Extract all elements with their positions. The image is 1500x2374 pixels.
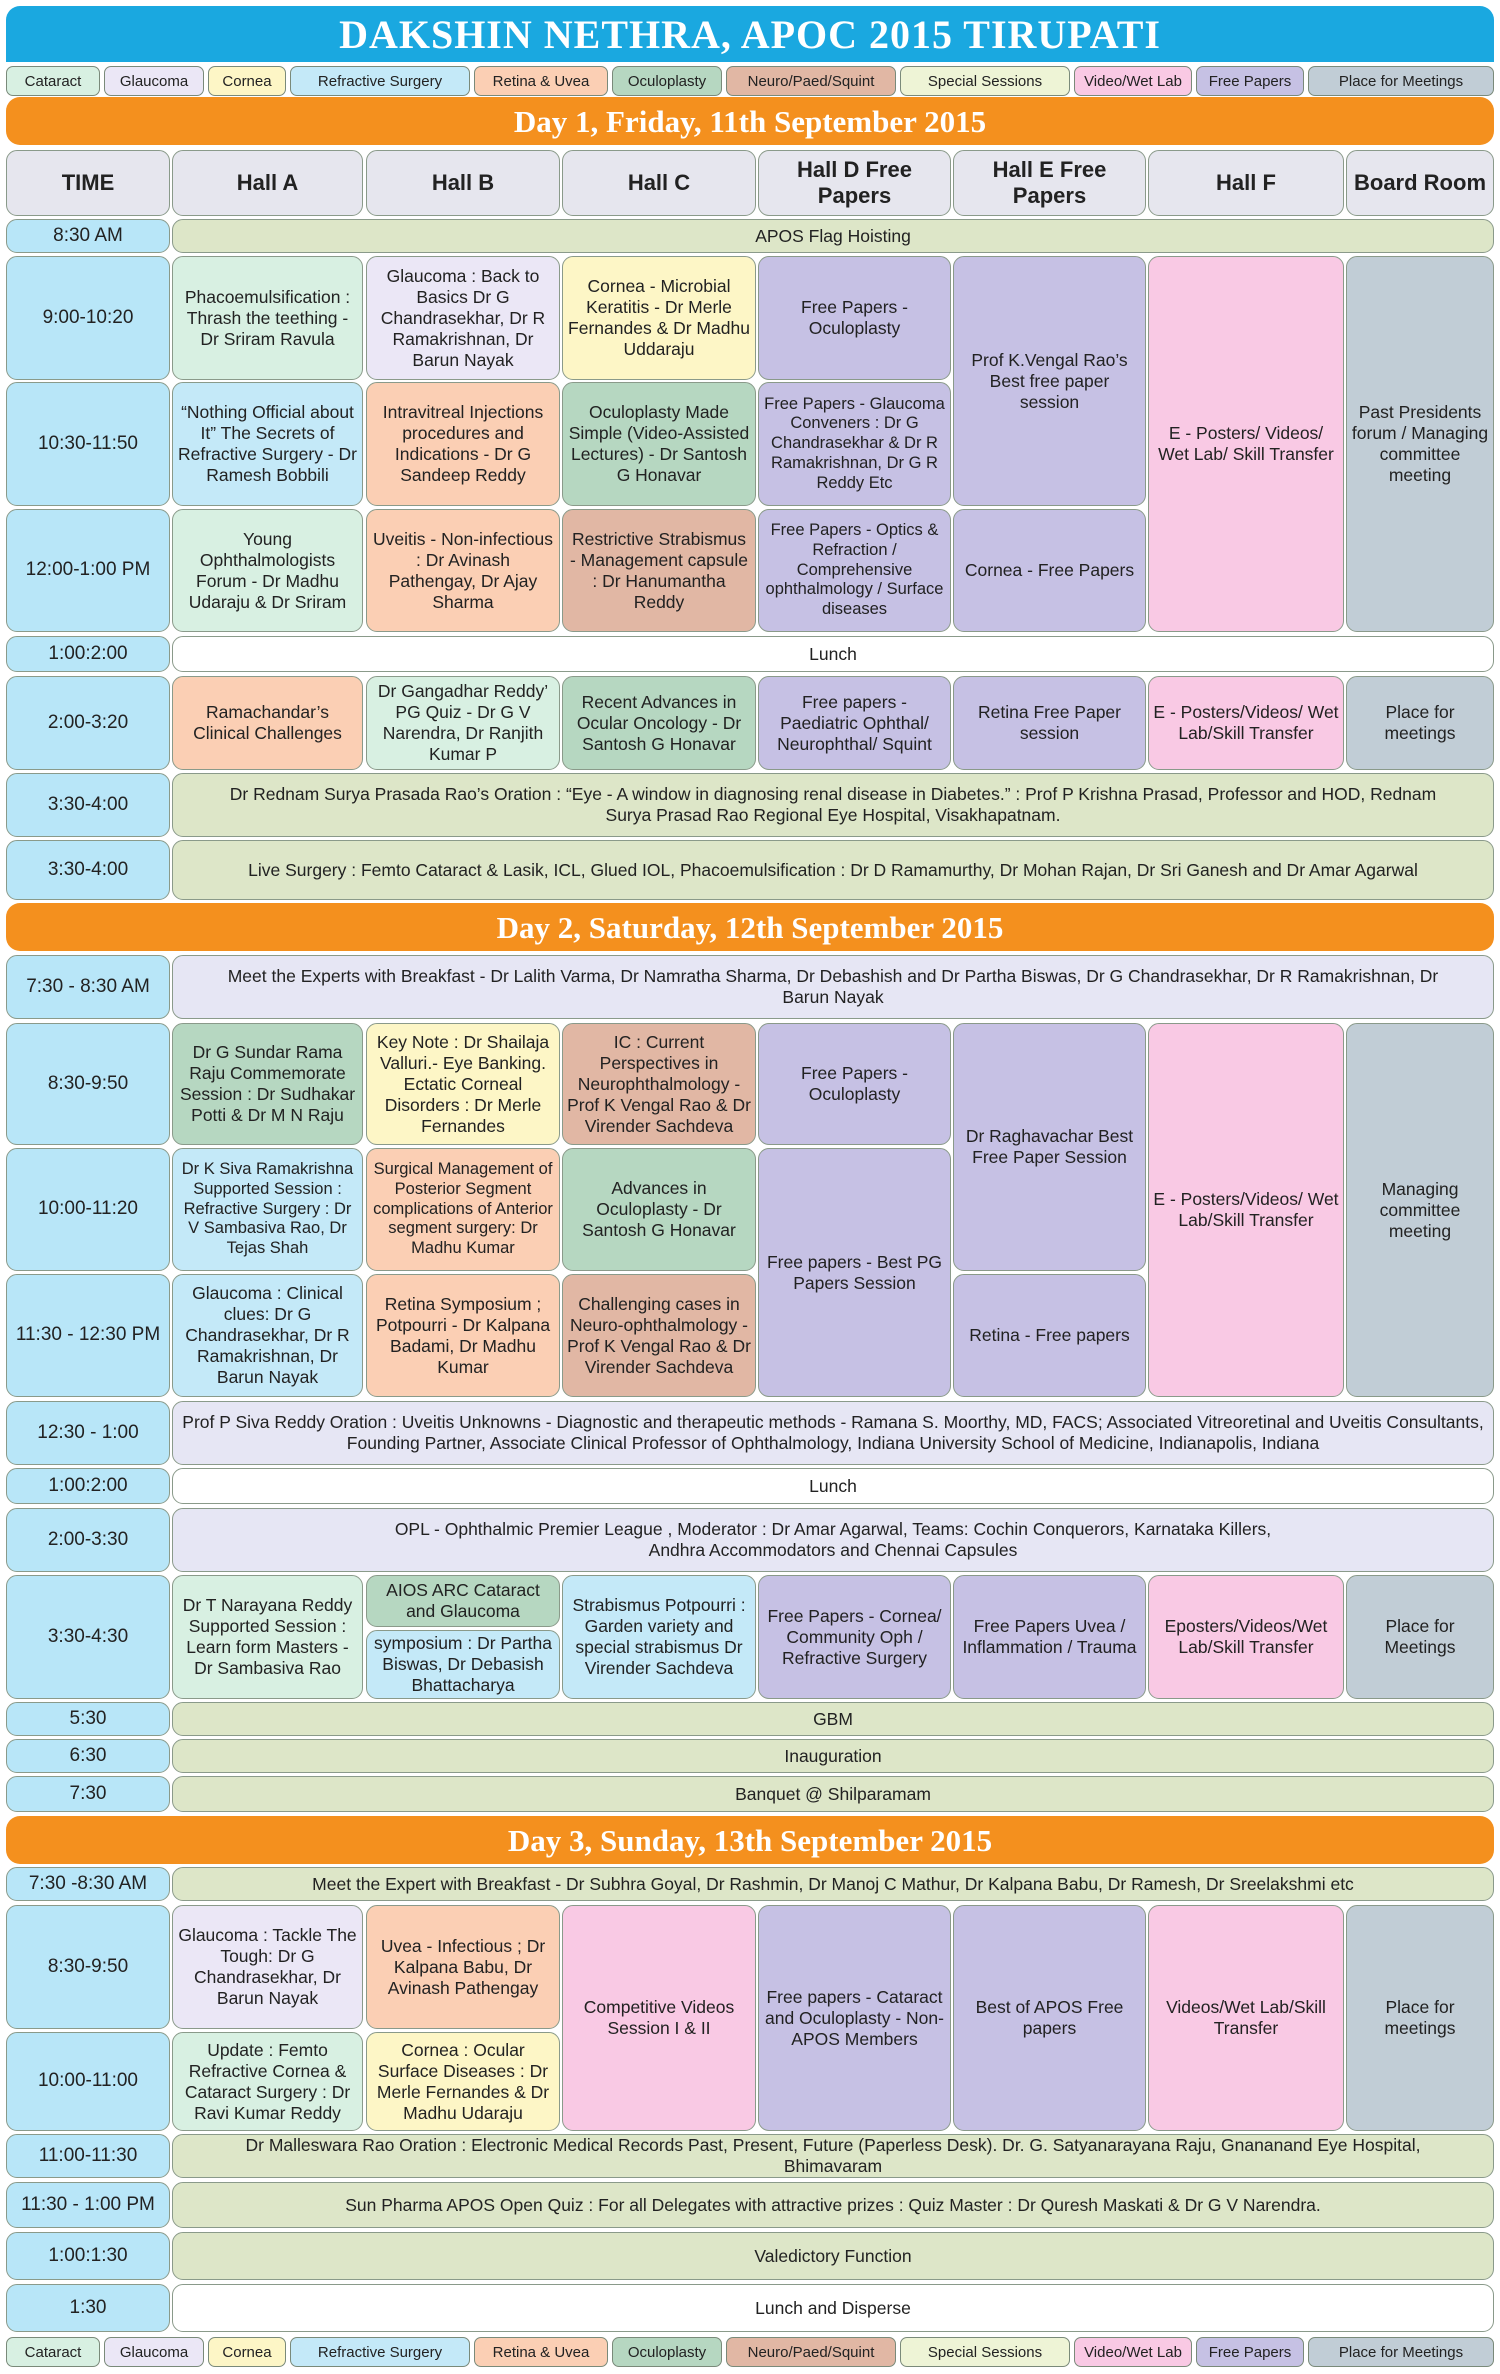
session-card: Intravitreal Injections procedures and Indications - Dr G Sandeep Reddy <box>366 382 560 506</box>
session-card: Glaucoma : Tackle The Tough: Dr G Chandrasekhar, Dr Barun Nayak <box>172 1905 363 2029</box>
session-card: E - Posters/ Videos/ Wet Lab/ Skill Transfer <box>1148 256 1344 632</box>
day1-heading: Day 1, Friday, 11th September 2015 <box>6 97 1494 145</box>
session-card: Uvea - Infectious ; Dr Kalpana Babu, Dr Avinash Pathengay <box>366 1905 560 2029</box>
session-card: Retina - Free papers <box>953 1274 1146 1397</box>
time-slot: 8:30-9:50 <box>6 1023 170 1145</box>
session-card: Restrictive Strabismus - Management capsule : Dr Hanumantha Reddy <box>562 509 756 632</box>
session-card: Cornea - Microbial Keratitis - Dr Merle Fernandes & Dr Madhu Uddaraju <box>562 256 756 380</box>
legend-top <box>6 65 1494 97</box>
time-slot: 10:00-11:20 <box>6 1148 170 1271</box>
session-card: Place for meetings <box>1346 1905 1494 2131</box>
session-card: Surgical Management of Posterior Segment complications of Anterior segment surgery: Dr Madhu Kumar <box>366 1148 560 1271</box>
session-card: Free Papers - Optics & Refraction / Comprehensive ophthalmology / Surface diseases <box>758 509 951 632</box>
legend-neuro-paed-squint: Neuro/Paed/Squint <box>726 2337 896 2367</box>
session-card: Ramachandar’s Clinical Challenges <box>172 676 363 770</box>
time-slot: 10:30-11:50 <box>6 382 170 506</box>
time-slot: 5:30 <box>6 1702 170 1736</box>
time-slot: 10:00-11:00 <box>6 2032 170 2131</box>
day2-heading: Day 2, Saturday, 12th September 2015 <box>6 903 1494 951</box>
session-card: Retina Symposium ; Potpourri - Dr Kalpana Badami, Dr Madhu Kumar <box>366 1274 560 1397</box>
session-card: Free papers - Cataract and Oculoplasty - Non-APOS Members <box>758 1905 951 2131</box>
session-card: Managing committee meeting <box>1346 1023 1494 1397</box>
session-card: Recent Advances in Ocular Oncology - Dr Santosh G Honavar <box>562 676 756 770</box>
time-slot: 11:00-11:30 <box>6 2134 170 2178</box>
oration: Prof P Siva Reddy Oration : Uveitis Unknowns - Diagnostic and therapeutic methods - Ramana S. Moorthy, MD, FACS; Associated Vitreoretinal and Uveitis Consultants, Founding Partner, Associate Clinical Professor of Ophthalmology, Indiana University School of Medicine, Indianapolis, Indiana <box>172 1401 1494 1465</box>
meet-the-expert: Meet the Expert with Breakfast - Dr Subhra Goyal, Dr Rashmin, Dr Manoj C Mathur, Dr Kalpana Babu, Dr Ramesh, Dr Sreelakshmi etc <box>172 1867 1494 1901</box>
legend-free-papers: Free Papers <box>1196 66 1304 96</box>
legend-refractive-surgery: Refractive Surgery <box>290 2337 470 2367</box>
oration: Dr Rednam Surya Prasada Rao’s Oration : “Eye - A window in diagnosing renal disease in Diabetes.” : Prof P Krishna Prasad, Professor and HOD, Rednam Surya Prasad Rao Regional Eye Hospital, Visakhapatnam. <box>172 773 1494 837</box>
legend-special-sessions: Special Sessions <box>900 2337 1070 2367</box>
session-card: symposium : Dr Partha Biswas, Dr Debasish Bhattacharya <box>366 1630 560 1699</box>
header-board-room: Board Room <box>1346 150 1494 216</box>
time-slot: 1:00:2:00 <box>6 1468 170 1504</box>
time-slot: 11:30 - 12:30 PM <box>6 1274 170 1397</box>
legend-oculoplasty: Oculoplasty <box>612 2337 722 2367</box>
open-quiz: Sun Pharma APOS Open Quiz : For all Delegates with attractive prizes : Quiz Master : Dr Quresh Maskati & Dr G V Narendra. <box>172 2182 1494 2228</box>
session-card: Retina Free Paper session <box>953 676 1146 770</box>
legend-refractive-surgery: Refractive Surgery <box>290 66 470 96</box>
session-card: Dr K Siva Ramakrishna Supported Session : Refractive Surgery : Dr V Sambasiva Rao, Dr Tejas Shah <box>172 1148 363 1271</box>
banquet: Banquet @ Shilparamam <box>172 1776 1494 1812</box>
lunch-break: Lunch <box>172 636 1494 672</box>
time-slot: 9:00-10:20 <box>6 256 170 380</box>
valedictory: Valedictory Function <box>172 2232 1494 2280</box>
session-card: Dr Gangadhar Reddy’ PG Quiz - Dr G V Narendra, Dr Ranjith Kumar P <box>366 676 560 770</box>
time-slot: 7:30 - 8:30 AM <box>6 955 170 1019</box>
legend-neuro-paed-squint: Neuro/Paed/Squint <box>726 66 896 96</box>
session-card: “Nothing Official about It” The Secrets of Refractive Surgery - Dr Ramesh Bobbili <box>172 382 363 506</box>
time-slot: 8:30 AM <box>6 219 170 253</box>
legend-free-papers: Free Papers <box>1196 2337 1304 2367</box>
legend-place-for-meetings: Place for Meetings <box>1308 2337 1494 2367</box>
legend-cataract: Cataract <box>6 2337 100 2367</box>
header-hall-b: Hall B <box>366 150 560 216</box>
page-title: DAKSHIN NETHRA, APOC 2015 TIRUPATI <box>6 6 1494 62</box>
session-card: Advances in Oculoplasty - Dr Santosh G Honavar <box>562 1148 756 1271</box>
session-card: Free papers - Best PG Papers Session <box>758 1148 951 1397</box>
session-card: Free papers - Paediatric Ophthal/ Neurophthal/ Squint <box>758 676 951 770</box>
session-card: Free Papers - Cornea/ Community Oph / Refractive Surgery <box>758 1575 951 1699</box>
time-slot: 2:00-3:20 <box>6 676 170 770</box>
session-card: Free Papers - Glaucoma Conveners : Dr G Chandrasekhar & Dr R Ramakrishnan, Dr G R Reddy Etc <box>758 382 951 506</box>
session-card: Strabismus Potpourri : Garden variety and special strabismus Dr Virender Sachdeva <box>562 1575 756 1699</box>
time-slot: 11:30 - 1:00 PM <box>6 2182 170 2228</box>
gbm: GBM <box>172 1702 1494 1736</box>
time-slot: 8:30-9:50 <box>6 1905 170 2029</box>
session-card: Prof K.Vengal Rao’s Best free paper session <box>953 256 1146 506</box>
session-card: Past Presidents forum / Managing committee meeting <box>1346 256 1494 632</box>
time-slot: 3:30-4:30 <box>6 1575 170 1699</box>
legend-retina-uvea: Retina & Uvea <box>474 66 608 96</box>
lunch-disperse: Lunch and Disperse <box>172 2284 1494 2332</box>
live-surgery: Live Surgery : Femto Cataract & Lasik, ICL, Glued IOL, Phacoemulsification : Dr D Ramamurthy, Dr Mohan Rajan, Dr Sri Ganesh and Dr Amar Agarwal <box>172 840 1494 900</box>
session-card: Glaucoma : Back to Basics Dr G Chandrasekhar, Dr R Ramakrishnan, Dr Barun Nayak <box>366 256 560 380</box>
session-card: Key Note : Dr Shailaja Valluri.- Eye Banking. Ectatic Corneal Disorders : Dr Merle Fernandes <box>366 1023 560 1145</box>
session-card: Best of APOS Free papers <box>953 1905 1146 2131</box>
legend-video-wet-lab: Video/Wet Lab <box>1074 66 1192 96</box>
legend-cataract: Cataract <box>6 66 100 96</box>
legend-cornea: Cornea <box>208 66 286 96</box>
header-hall-f: Hall F <box>1148 150 1344 216</box>
session-card: Glaucoma : Clinical clues: Dr G Chandrasekhar, Dr R Ramakrishnan, Dr Barun Nayak <box>172 1274 363 1397</box>
session-card: Place for meetings <box>1346 676 1494 770</box>
session-card: Cornea - Free Papers <box>953 509 1146 632</box>
session-card: Phacoemulsification : Thrash the teething - Dr Sriram Ravula <box>172 256 363 380</box>
time-slot: 7:30 -8:30 AM <box>6 1867 170 1901</box>
header-hall-a: Hall A <box>172 150 363 216</box>
legend-bottom <box>6 2336 1494 2368</box>
session-card: Videos/Wet Lab/Skill Transfer <box>1148 1905 1344 2131</box>
session-card: E - Posters/Videos/ Wet Lab/Skill Transfer <box>1148 1023 1344 1397</box>
session-card: Free Papers - Oculoplasty <box>758 1023 951 1145</box>
legend-retina-uvea: Retina & Uvea <box>474 2337 608 2367</box>
time-slot: 1:00:1:30 <box>6 2232 170 2280</box>
time-slot: 1:30 <box>6 2284 170 2332</box>
session-card: Oculoplasty Made Simple (Video-Assisted Lectures) - Dr Santosh G Honavar <box>562 382 756 506</box>
header-hall-c: Hall C <box>562 150 756 216</box>
legend-oculoplasty: Oculoplasty <box>612 66 722 96</box>
session-card: Update : Femto Refractive Cornea & Cataract Surgery : Dr Ravi Kumar Reddy <box>172 2032 363 2131</box>
time-slot: 12:30 - 1:00 <box>6 1401 170 1465</box>
legend-cornea: Cornea <box>208 2337 286 2367</box>
inauguration: Inauguration <box>172 1739 1494 1773</box>
time-slot: 6:30 <box>6 1739 170 1773</box>
time-slot: 7:30 <box>6 1776 170 1812</box>
time-slot: 3:30-4:00 <box>6 773 170 837</box>
day3-heading: Day 3, Sunday, 13th September 2015 <box>6 1816 1494 1864</box>
session-card: Place for Meetings <box>1346 1575 1494 1699</box>
session-card: AIOS ARC Cataract and Glaucoma <box>366 1575 560 1627</box>
session-card: Uveitis - Non-infectious : Dr Avinash Pathengay, Dr Ajay Sharma <box>366 509 560 632</box>
session-card: Cornea : Ocular Surface Diseases : Dr Merle Fernandes & Dr Madhu Udaraju <box>366 2032 560 2131</box>
legend-glaucoma: Glaucoma <box>104 66 204 96</box>
session-card: Free Papers Uvea / Inflammation / Trauma <box>953 1575 1146 1699</box>
oration: Dr Malleswara Rao Oration : Electronic Medical Records Past, Present, Future (Paperless Desk). Dr. G. Satyanarayana Raju, Gnananand Eye Hospital, Bhimavaram <box>172 2134 1494 2178</box>
session-card: Challenging cases in Neuro-ophthalmology - Prof K Vengal Rao & Dr Virender Sachdeva <box>562 1274 756 1397</box>
legend-glaucoma: Glaucoma <box>104 2337 204 2367</box>
flag-hoisting: APOS Flag Hoisting <box>172 219 1494 253</box>
meet-the-experts: Meet the Experts with Breakfast - Dr Lalith Varma, Dr Namratha Sharma, Dr Debashish and Dr Partha Biswas, Dr G Chandrasekhar, Dr R Ramakrishnan, Dr Barun Nayak <box>172 955 1494 1019</box>
header-hall-d: Hall D Free Papers <box>758 150 951 216</box>
session-card: Dr Raghavachar Best Free Paper Session <box>953 1023 1146 1271</box>
opl-session: OPL - Ophthalmic Premier League , Moderator : Dr Amar Agarwal, Teams: Cochin Conquerors, Karnataka Killers, Andhra Accommodators and Chennai Capsules <box>172 1508 1494 1572</box>
time-slot: 3:30-4:00 <box>6 840 170 900</box>
legend-place-for-meetings: Place for Meetings <box>1308 66 1494 96</box>
session-card: Young Ophthalmologists Forum - Dr Madhu Udaraju & Dr Sriram <box>172 509 363 632</box>
session-card: Eposters/Videos/Wet Lab/Skill Transfer <box>1148 1575 1344 1699</box>
lunch-break: Lunch <box>172 1468 1494 1504</box>
session-card: Competitive Videos Session I & II <box>562 1905 756 2131</box>
session-card: IC : Current Perspectives in Neurophthalmology - Prof K Vengal Rao & Dr Virender Sachdeva <box>562 1023 756 1145</box>
session-card: Dr T Narayana Reddy Supported Session : Learn form Masters - Dr Sambasiva Rao <box>172 1575 363 1699</box>
session-card: E - Posters/Videos/ Wet Lab/Skill Transfer <box>1148 676 1344 770</box>
time-slot: 12:00-1:00 PM <box>6 509 170 632</box>
legend-video-wet-lab: Video/Wet Lab <box>1074 2337 1192 2367</box>
header-time: TIME <box>6 150 170 216</box>
header-hall-e: Hall E Free Papers <box>953 150 1146 216</box>
session-card: Free Papers - Oculoplasty <box>758 256 951 380</box>
legend-special-sessions: Special Sessions <box>900 66 1070 96</box>
time-slot: 1:00:2:00 <box>6 636 170 672</box>
time-slot: 2:00-3:30 <box>6 1508 170 1572</box>
session-card: Dr G Sundar Rama Raju Commemorate Session : Dr Sudhakar Potti & Dr M N Raju <box>172 1023 363 1145</box>
